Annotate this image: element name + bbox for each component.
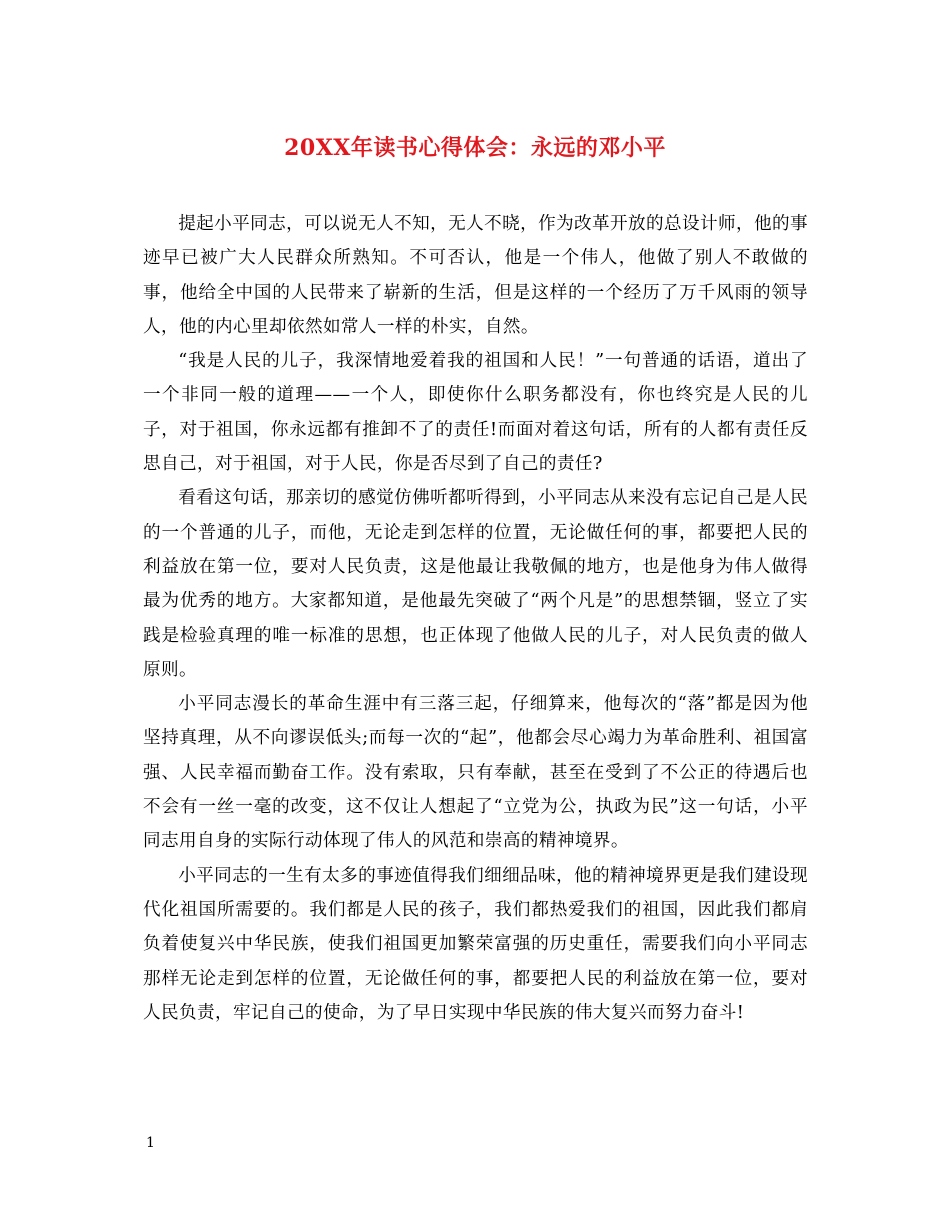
document-title: 20XX年读书心得体会：永远的邓小平 — [284, 135, 666, 161]
paragraph: 小平同志的一生有太多的事迹值得我们细细品味，他的精神境界更是我们建设现代化祖国所需要的。我们都是人民的孩子，我们都热爱我们的祖国，因此我们都肩负着使复兴中华民族，使我们祖国更加繁荣富强的历史重任，需要我们向小平同志那样无论走到怎样的位置，无论做任何的事，都要把人民的利益放在第一位，要对人民负责，牢记自己的使命，为了早日实现中华民族的伟大复兴而努力奋斗! — [143, 865, 808, 1023]
paragraph: “我是人民的儿子，我深情地爱着我的祖国和人民！”一句普通的话语，道出了一个非同一般的道理——一个人，即使你什么职务都没有，你也终究是人民的儿子，对于祖国，你永远都有推卸不了的责任!而面对着这句话，所有的人都有责任反思自己，对于祖国，对于人民，你是否尽到了自己的责任? — [143, 351, 808, 475]
document-body — [143, 207, 808, 1030]
page-number: 1 — [146, 1135, 155, 1151]
paragraph: 看看这句话，那亲切的感觉仿佛听都听得到，小平同志从来没有忘记自己是人民的一个普通的儿子，而他，无论走到怎样的位置，无论做任何的事，都要把人民的利益放在第一位，要对人民负责，这是他最让我敬佩的地方，也是他身为伟人做得最为优秀的地方。大家都知道，是他最先突破了“两个凡是”的思想禁锢，竖立了实践是检验真理的唯一标准的思想，也正体现了他做人民的儿子，对人民负责的做人原则。 — [143, 488, 808, 680]
paragraph: 小平同志漫长的革命生涯中有三落三起，仔细算来，他每次的“落”都是因为他坚持真理，从不向谬误低头;而每一次的“起”，他都会尽心竭力为革命胜利、祖国富强、人民幸福而勤奋工作。没有索取，只有奉献，甚至在受到了不公正的待遇后也不会有一丝一毫的改变，这不仅让人想起了“立党为公，执政为民”这一句话，小平同志用自身的实际行动体现了伟人的风范和崇高的精神境界。 — [143, 694, 808, 852]
paragraph: 提起小平同志，可以说无人不知，无人不晓，作为改革开放的总设计师，他的事迹早已被广大人民群众所熟知。不可否认，他是一个伟人，他做了别人不敢做的事，他给全中国的人民带来了崭新的生活，但是这样的一个经历了万千风雨的领导人，他的内心里却依然如常人一样的朴实，自然。 — [143, 214, 808, 337]
